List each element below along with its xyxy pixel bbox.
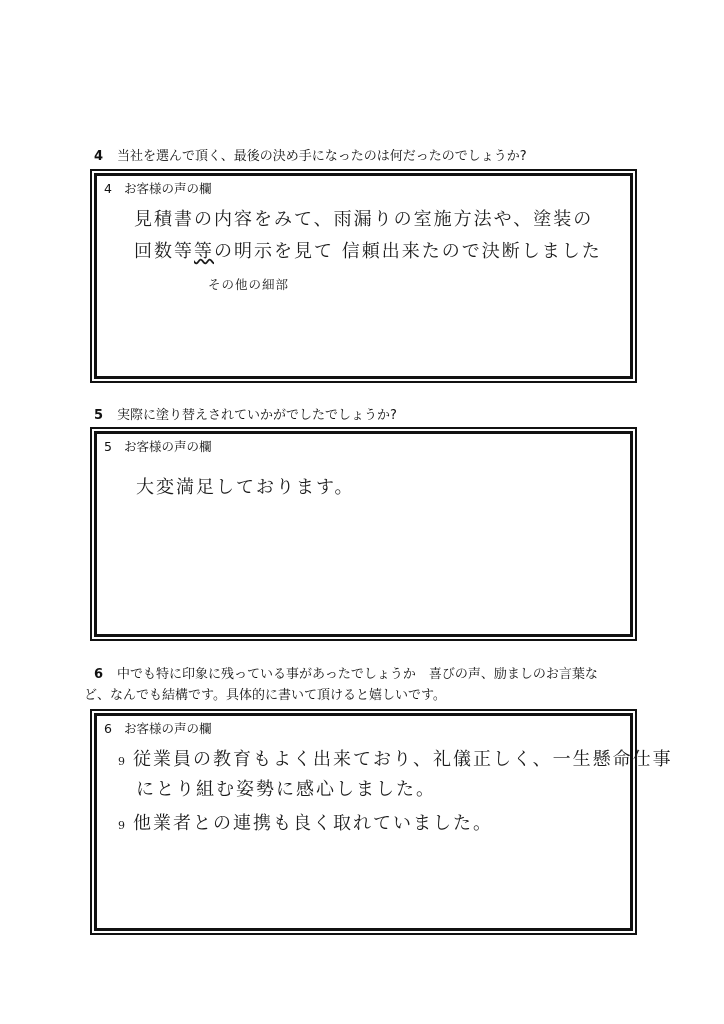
box-number: 5 [104, 439, 112, 454]
handwriting-line-2: にとり組む姿勢に感心しました。 [136, 779, 436, 800]
box-label: お客様の声の欄 [123, 439, 212, 454]
handwriting-text: 従業員の教育もよく出来ており、礼儀正しく、一生懸命仕事 [133, 749, 673, 770]
question-line-1 [94, 664, 654, 685]
box-inner-border [96, 433, 631, 635]
box-header [104, 719, 211, 737]
handwriting-line-3 [118, 809, 493, 835]
answer-box-4 [90, 169, 637, 383]
box-number: 6 [104, 721, 112, 736]
handwriting-note: その他の細部 [208, 277, 290, 292]
handwriting-line-2 [134, 237, 602, 263]
answer-box-6 [90, 709, 673, 935]
answer-box-5 [90, 427, 637, 641]
handwriting-text: 他業者との連携も良く取れていました。 [133, 813, 493, 834]
question-4 [94, 146, 654, 167]
box-label: お客様の声の欄 [123, 181, 212, 196]
handwriting-line-1: 大変満足しております。 [136, 477, 355, 498]
box-header [104, 179, 211, 197]
box-number: 4 [104, 181, 112, 196]
box-label: お客様の声の欄 [123, 721, 212, 736]
handwriting-segment: 等 [194, 241, 214, 262]
bullet-mark: 9 [118, 755, 127, 768]
question-number: 6 [94, 667, 104, 682]
box-header [104, 437, 211, 455]
question-6 [84, 664, 654, 706]
handwriting-line-1: 見積書の内容をみて、雨漏りの室施方法や、塗装の [134, 209, 594, 230]
question-text: 中でも特に印象に残っている事があったでしょうか 喜びの声、励ましのお言葉な [117, 667, 598, 682]
handwriting-segment: の明示を見て 信頼出来たので決断しました [214, 241, 602, 262]
question-number: 4 [94, 149, 104, 164]
question-line-2: ど、なんでも結構です。具体的に書いて頂けると嬉しいです。 [84, 688, 446, 703]
handwriting-segment: 回数等 [134, 241, 194, 262]
question-number: 5 [94, 408, 104, 423]
question-text: 当社を選んで頂く、最後の決め手になったのは何だったのでしょうか? [117, 149, 527, 164]
question-text: 実際に塗り替えされていかがでしたでしょうか? [117, 408, 397, 423]
handwriting-line-1 [118, 745, 673, 771]
bullet-mark: 9 [118, 819, 127, 832]
question-5 [94, 405, 654, 426]
